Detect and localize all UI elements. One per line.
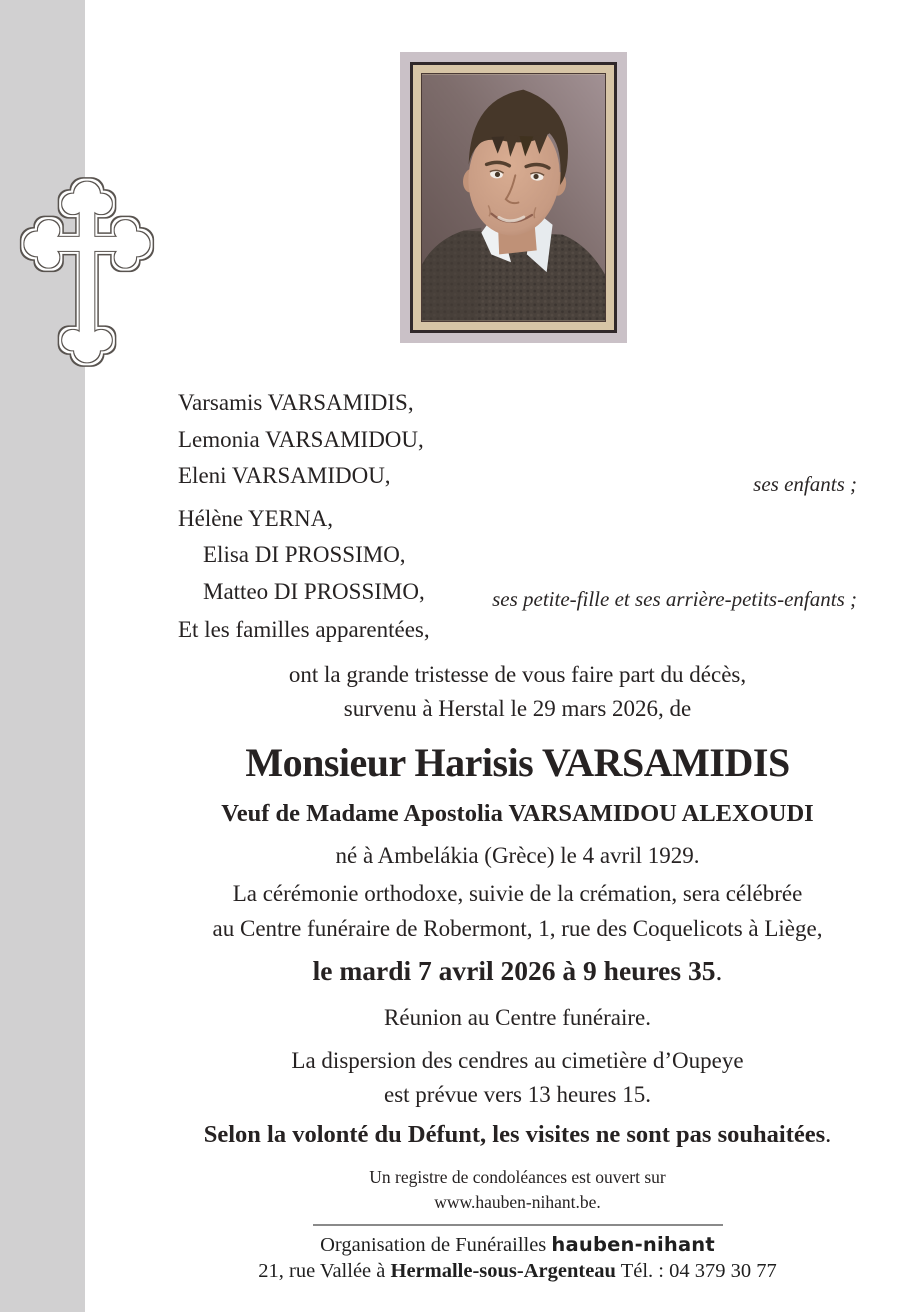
register-website: www.hauben-nihant.be. — [434, 1191, 601, 1212]
funeral-home-address — [178, 1258, 857, 1284]
footer-divider — [313, 1224, 723, 1226]
portrait-photo-frame — [400, 52, 627, 343]
dispersion-lines — [178, 1044, 857, 1112]
visits-line — [178, 1119, 857, 1151]
child-name: Eleni VARSAMIDOU, — [178, 463, 391, 488]
address-phone: Tél. : 04 379 30 77 — [615, 1260, 777, 1282]
portrait-photo — [421, 73, 606, 322]
intro-lines — [178, 658, 857, 725]
grandchild-name: Elisa DI PROSSIMO, — [203, 542, 406, 567]
funeral-date-text: le mardi 7 avril 2026 à 9 heures 35 — [312, 955, 716, 986]
deceased-name: Monsieur Harisis VARSAMIDIS — [245, 740, 790, 785]
portrait-photo-frame-inner — [410, 62, 617, 333]
ceremony-line-1: La cérémonie orthodoxe, suivie de la crémation, sera célébrée — [232, 881, 803, 906]
intro-line-2: survenu à Herstal le 29 mars 2026, de — [343, 695, 692, 721]
families-line: Et les familles apparentées, — [178, 617, 430, 642]
visits-text: Selon la volonté du Défunt, les visites ne sont pas souhaitées — [203, 1121, 826, 1148]
visits-period: . — [825, 1121, 832, 1148]
meeting-line: Réunion au Centre funéraire. — [384, 1005, 651, 1030]
register-line-1: Un registre de condoléances est ouvert sur — [369, 1167, 666, 1187]
funeral-home-line — [178, 1232, 857, 1258]
ceremony-lines — [178, 877, 857, 946]
child-name: Lemonia VARSAMIDOU, — [178, 426, 424, 452]
child-name: Varsamis VARSAMIDIS, — [178, 390, 414, 415]
address-prefix: 21, rue Vallée à — [258, 1260, 391, 1282]
children-attribution: ses enfants ; — [753, 471, 857, 496]
grandchild-name: Matteo DI PROSSIMO, — [203, 578, 425, 604]
ceremony-line-2: au Centre funéraire de Robermont, 1, rue des Coquelicots à Liège, — [212, 915, 823, 941]
widower-line: Veuf de Madame Apostolia VARSAMIDOU ALEXOUDI — [221, 800, 814, 827]
orthodox-cross-icon — [8, 166, 166, 378]
funeral-date-line — [178, 954, 857, 988]
address-city: Hermalle-sous-Argenteau — [390, 1260, 616, 1282]
dispersion-line-1: La dispersion des cendres au cimetière d’Oupeye — [291, 1048, 744, 1073]
funeral-home-prefix: Organisation de Funérailles — [320, 1234, 552, 1256]
intro-line-1: ont la grande tristesse de vous faire part du décès, — [288, 662, 747, 687]
grandchild-name: Hélène YERNA, — [178, 505, 333, 531]
funeral-date-period: . — [715, 955, 723, 986]
announcement-body — [178, 385, 857, 1284]
funeral-home-brand: hauben-nihant — [551, 1233, 715, 1256]
portrait-photo-mat — [413, 65, 614, 330]
grandchildren-attribution: ses petite-fille et ses arrière-petits-enfants ; — [492, 587, 857, 611]
register-lines — [178, 1165, 857, 1214]
dispersion-line-2: est prévue vers 13 heures 15. — [384, 1082, 651, 1107]
birth-line: né à Ambelákia (Grèce) le 4 avril 1929. — [335, 843, 700, 868]
